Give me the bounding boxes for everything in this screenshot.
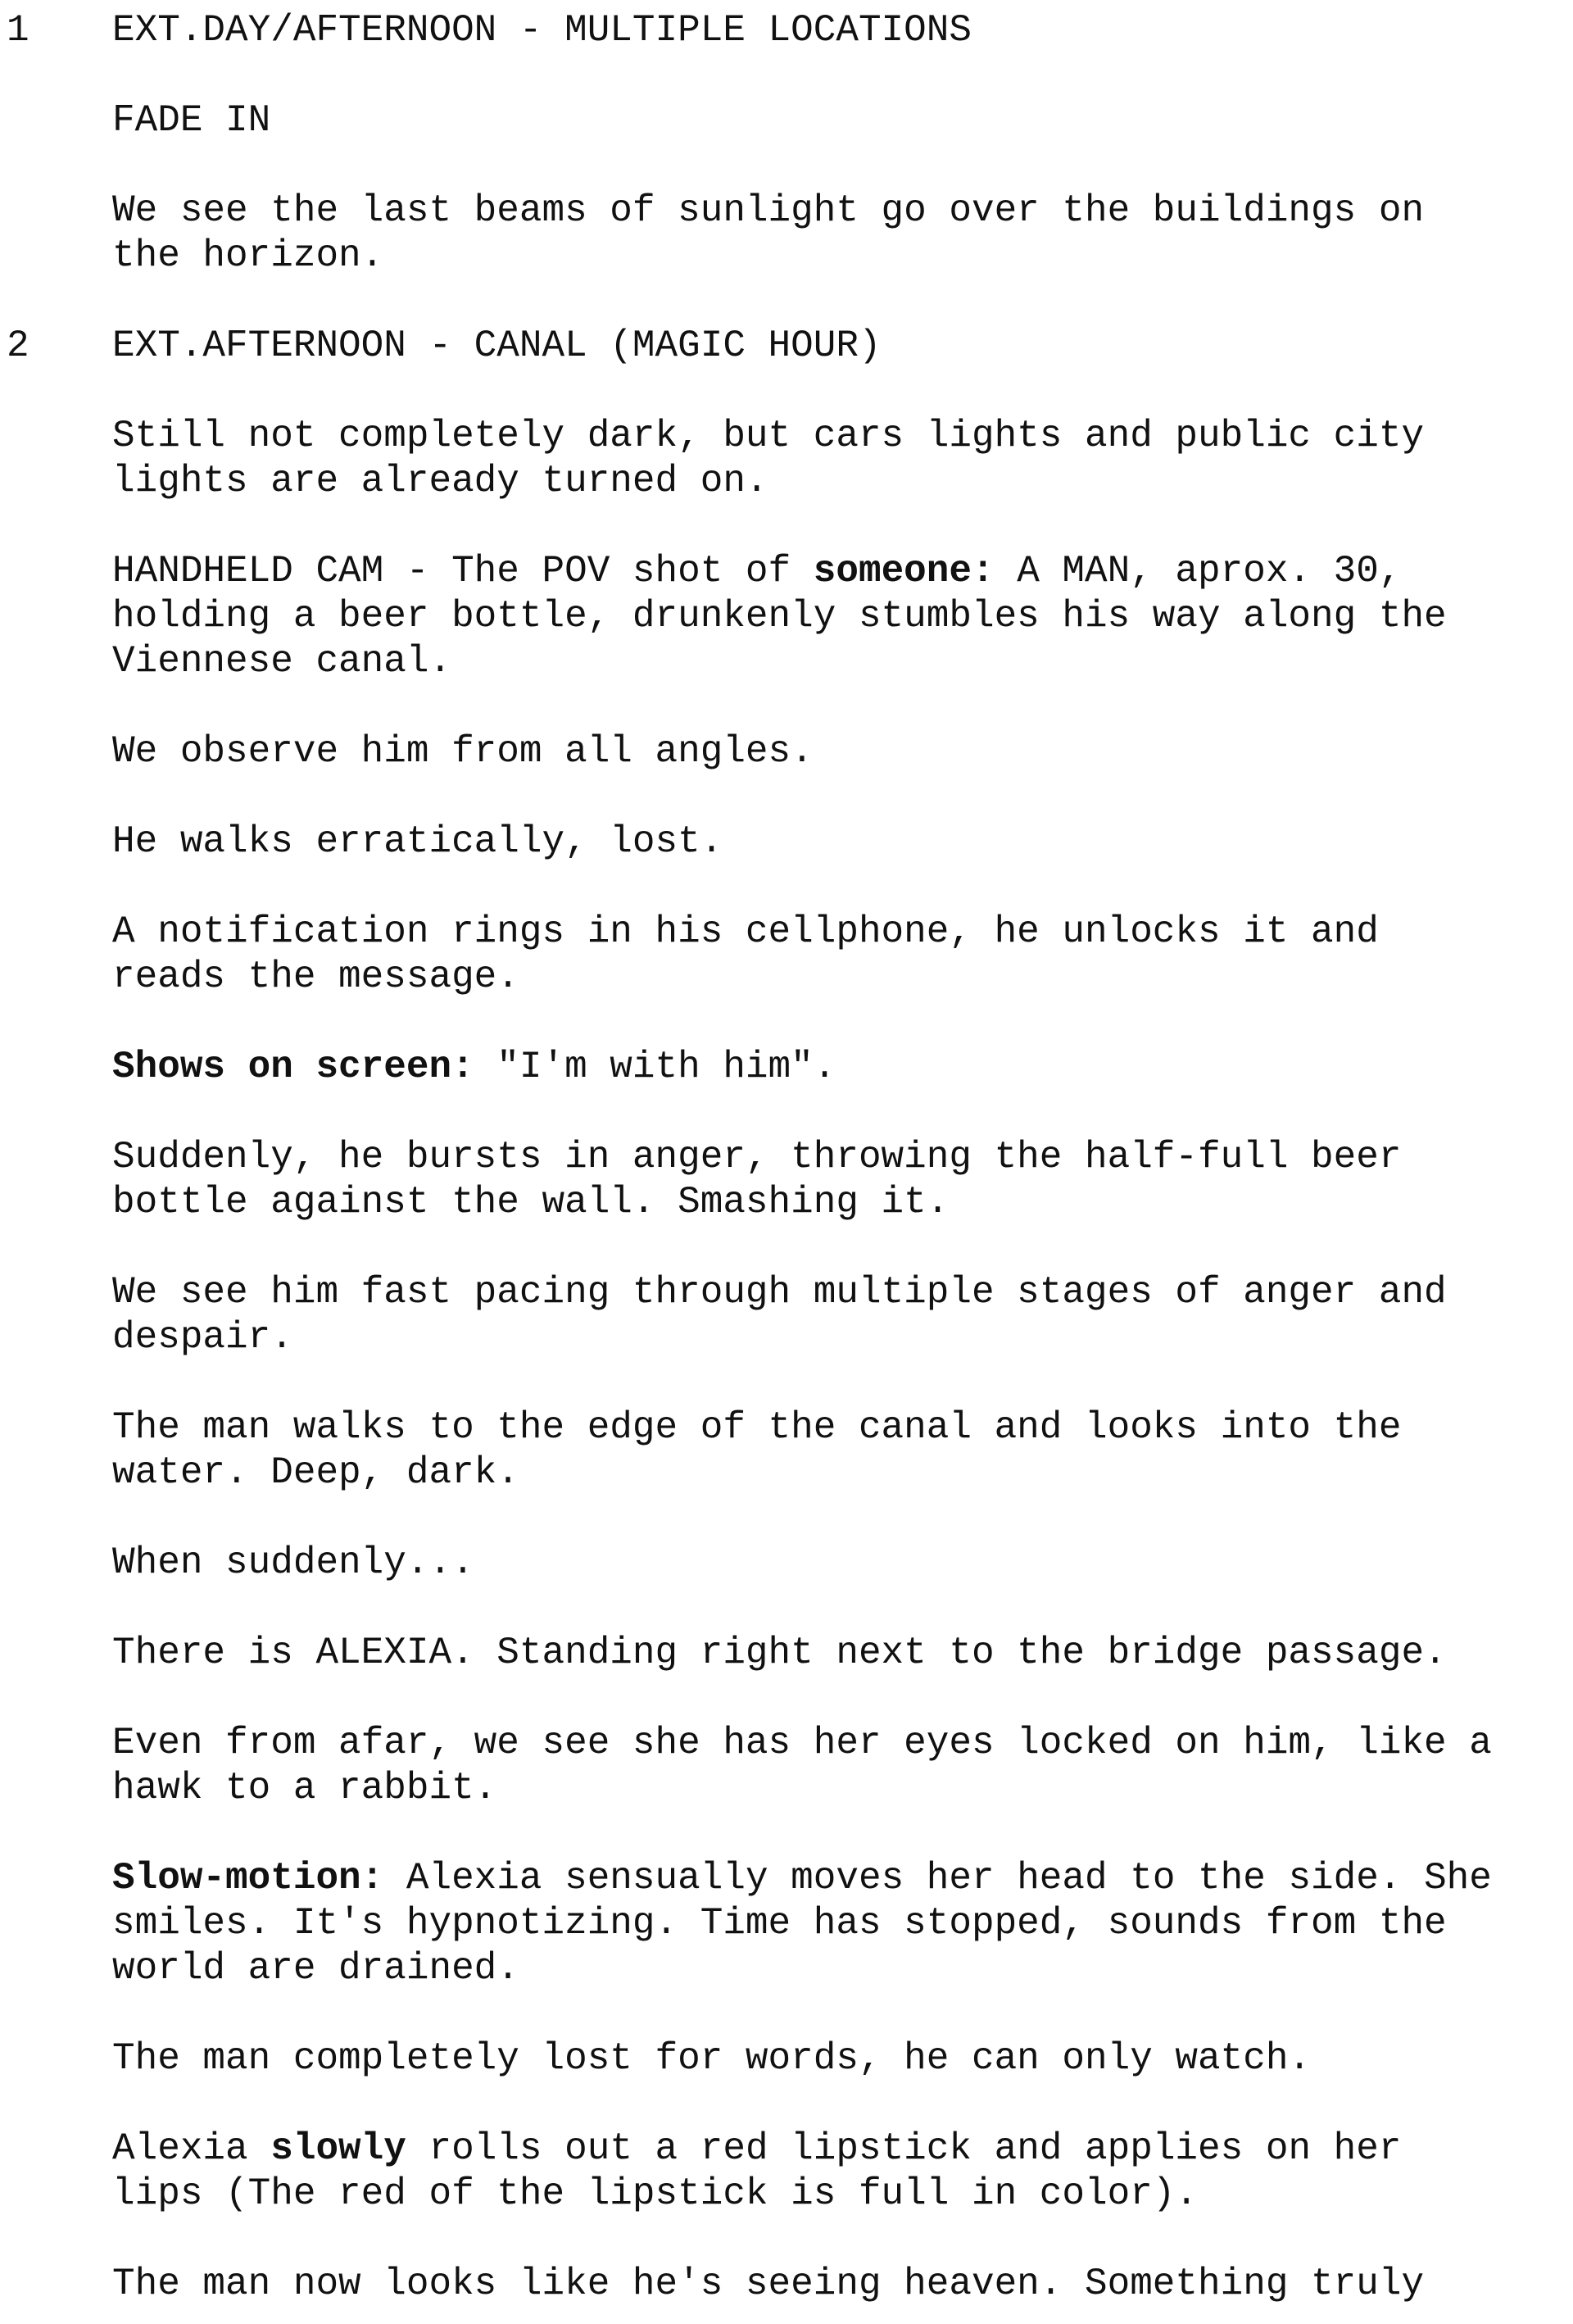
action-text: Alexia sensually moves her head to the side. She — [383, 1857, 1492, 1900]
action-paragraph — [112, 414, 1571, 504]
action-line: despair. — [112, 1316, 293, 1359]
action-paragraph — [112, 1721, 1571, 1811]
scene-number-1: 1 — [7, 9, 29, 52]
action-line: A notification rings in his cellphone, he unlocks it and — [112, 910, 1379, 953]
action-text: HANDHELD CAM - The POV shot of — [112, 550, 814, 592]
action-line: lips (The red of the lipstick is full in color). — [112, 2172, 1199, 2215]
action-line: holding a beer bottle, drunkenly stumbles his way along the — [112, 595, 1447, 638]
action-line: lights are already turned on. — [112, 460, 768, 502]
action-line: the horizon. — [112, 234, 384, 277]
action-paragraph: When suddenly... — [112, 1541, 474, 1584]
action-paragraph — [112, 2127, 1571, 2217]
action-paragraph — [112, 188, 1571, 279]
action-line: world are drained. — [112, 1947, 519, 1990]
action-line: Viennese canal. — [112, 640, 452, 683]
scene-heading-1: EXT.DAY/AFTERNOON - MULTIPLE LOCATIONS — [112, 9, 972, 52]
action-line: reads the message. — [112, 955, 519, 998]
action-paragraph: There is ALEXIA. Standing right next to the bridge passage. — [112, 1632, 1447, 1674]
action-paragraph — [112, 1270, 1571, 1360]
action-line: Still not completely dark, but cars lights and public city — [112, 415, 1425, 457]
action-text: Alexia — [112, 2127, 271, 2170]
emphasis-text: Slow-motion: — [112, 1857, 384, 1900]
action-line: hawk to a rabbit. — [112, 1767, 497, 1809]
action-paragraph — [112, 1405, 1571, 1496]
action-paragraph — [112, 1045, 1571, 1090]
emphasis-text: someone: — [813, 550, 995, 592]
action-line: water. Deep, dark. — [112, 1451, 519, 1494]
action-paragraph: We observe him from all angles. — [112, 730, 814, 773]
action-line: We see the last beams of sunlight go over the buildings on — [112, 189, 1425, 232]
action-line: Even from afar, we see she has her eyes locked on him, like a — [112, 1722, 1492, 1764]
scene-heading-2: EXT.AFTERNOON - CANAL (MAGIC HOUR) — [112, 325, 882, 367]
scene-number-2: 2 — [7, 325, 29, 367]
action-line: smiles. It's hypnotizing. Time has stopped, sounds from the — [112, 1902, 1447, 1945]
emphasis-text: Shows on screen: — [112, 1046, 474, 1088]
action-paragraph — [112, 1135, 1571, 1225]
action-paragraph: He walks erratically, lost. — [112, 820, 723, 863]
action-paragraph — [112, 910, 1571, 1000]
action-text: A MAN, aprox. 30, — [994, 550, 1402, 592]
action-line: bottle against the wall. Smashing it. — [112, 1181, 950, 1223]
action-paragraph — [112, 1856, 1571, 1991]
action-paragraph — [112, 549, 1571, 684]
action-paragraph: The man completely lost for words, he can only watch. — [112, 2037, 1312, 2080]
emphasis-text: slowly — [270, 2127, 406, 2170]
transition-fade-in: FADE IN — [112, 99, 271, 142]
action-paragraph: The man now looks like he's seeing heaven. Something truly — [112, 2263, 1425, 2305]
action-line: We see him fast pacing through multiple stages of anger and — [112, 1271, 1447, 1314]
action-text: rolls out a red lipstick and applies on her — [406, 2127, 1402, 2170]
action-line: The man walks to the edge of the canal and looks into the — [112, 1406, 1402, 1449]
action-line: Suddenly, he bursts in anger, throwing the half-full beer — [112, 1136, 1402, 1178]
action-text: "I'm with him". — [474, 1046, 836, 1088]
